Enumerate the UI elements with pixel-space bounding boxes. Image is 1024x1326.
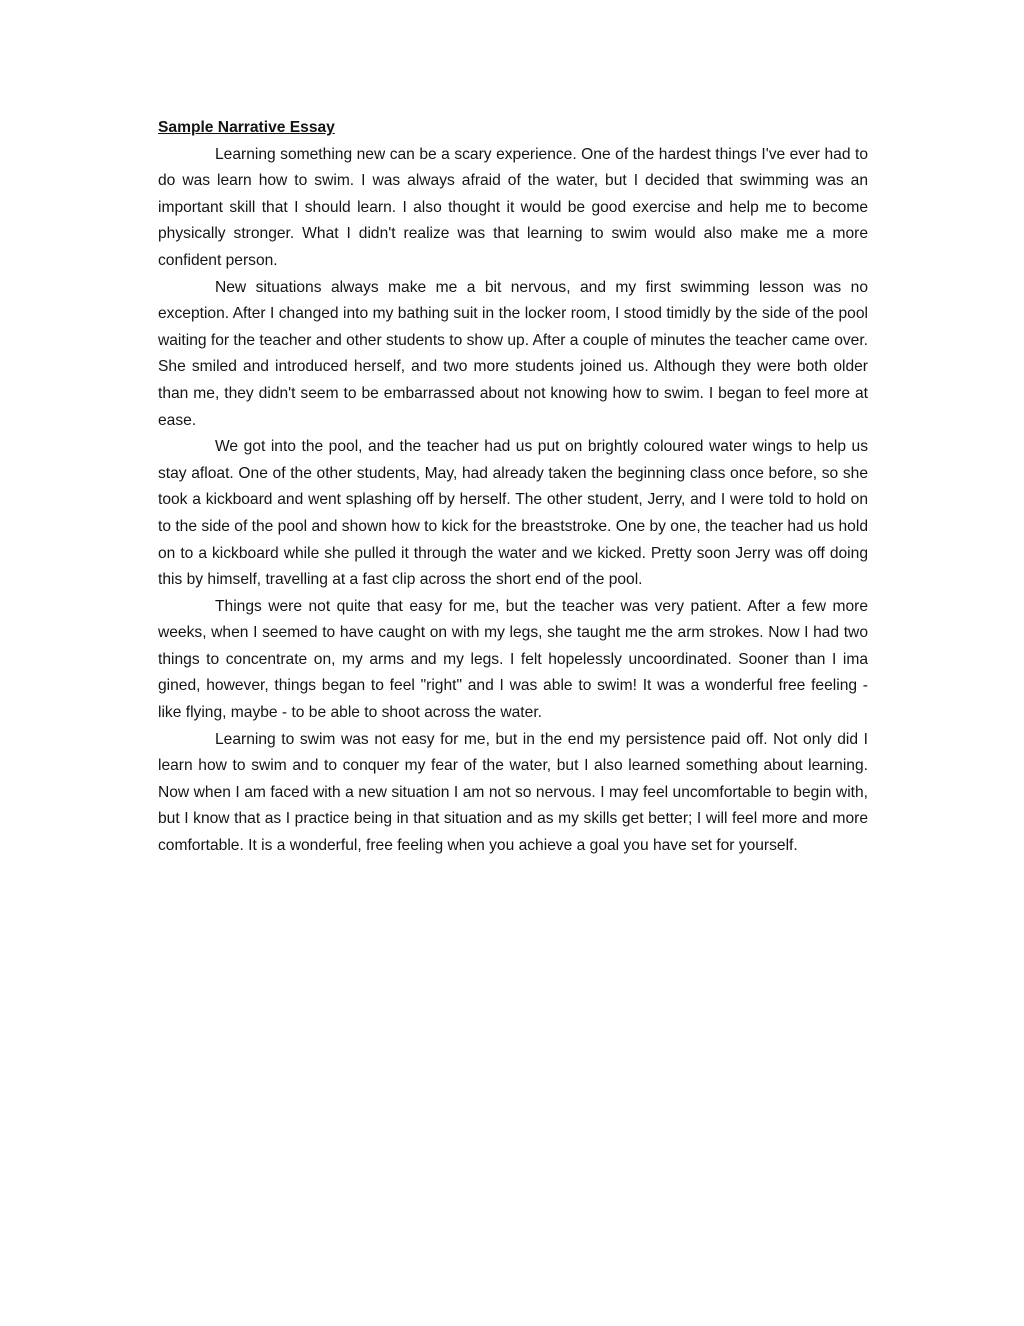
essay-paragraph-3: We got into the pool, and the teacher had us put on brightly coloured water wings to help us stay afloat. One of the other students, May, had already taken the beginning class once before, so she took a kickboard and went splashing off by herself. The other student, Jerry, and I were told to hold on to the side of the pool and shown how to kick for the breaststroke. One by one, the teacher had us hold on to a kickboard while she pulled it through the water and we kicked. Pretty soon Jerry was off doing this by himself, travelling at a fast clip across the short end of the pool. [158,438,868,589]
essay-paragraph-5: Learning to swim was not easy for me, but in the end my persistence paid off. Not only did I learn how to swim and to conquer my fear of the water, but I also learned something about learning. Now when I am faced with a new situation I am not so nervous. I may feel uncomfortable to begin with, but I know that as I practice being in that situation and as my skills get better; I will feel more and more comfortable. It is a wonderful, free feeling when you achieve a goal you have set for yourself. [158,730,868,855]
essay-paragraph-1: Learning something new can be a scary experience. One of the hardest things I've ever had to do was learn how to swim. I was always afraid of the water, but I decided that swimming was an important skill that I should learn. I also thought it would be good exercise and help me to become physically stronger. What I didn't realize was that learning to swim would also make me a more confident person. [158,145,868,269]
essay-paragraph-2: New situations always make me a bit nervous, and my first swimming lesson was no exception. After I changed into my bathing suit in the locker room, I stood timidly by the side of the pool waiting for the teacher and other students to show up. After a couple of minutes the teacher came over. She smiled and introduced herself, and two more students joined us. Although they were both older than me, they didn't seem to be embarrassed about not knowing how to swim. I began to feel more at ease. [158,278,868,429]
essay-body [158,115,868,860]
essay-title: Sample Narrative Essay [158,119,335,136]
essay-paragraph-4: Things were not quite that easy for me, but the teacher was very patient. After a few more weeks, when I seemed to have caught on with my legs, she taught me the arm strokes. Now I had two things to concentrate on, my arms and my legs. I felt hopelessly uncoordinated. Sooner than I ima gined, however, things began to feel "right" and I was able to swim! It was a wonderful free feeling - like flying, maybe - to be able to shoot across the water. [158,597,868,722]
